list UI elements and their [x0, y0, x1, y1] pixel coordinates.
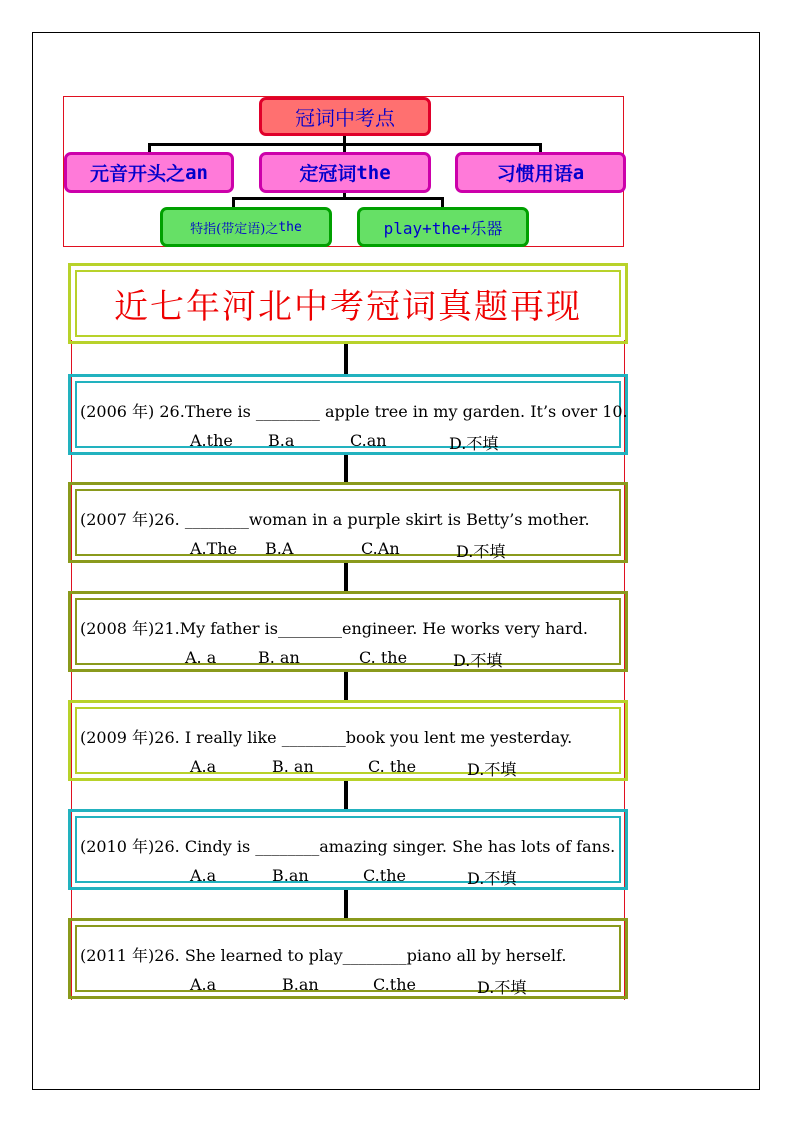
question-inner — [75, 489, 621, 561]
question-stem: (2006 年) 26.There is ________ apple tree in my garden. It’s over 10. — [80, 402, 628, 421]
option-c: C. the — [359, 648, 408, 667]
diagram-node-play-the — [357, 207, 529, 247]
option-a: A.the — [190, 431, 233, 450]
question-inner — [75, 598, 621, 670]
question-inner — [75, 707, 621, 779]
option-b: B. an — [258, 648, 300, 667]
option-c: C.the — [373, 975, 416, 994]
node-label-latin: an — [185, 161, 208, 184]
node-label-latin: the — [356, 161, 391, 184]
option-c: C.An — [361, 539, 400, 558]
option-d: D.不填 — [453, 651, 503, 670]
option-b: B.an — [282, 975, 319, 994]
option-c: C.the — [363, 866, 406, 885]
option-d: D.不填 — [456, 542, 506, 561]
box-connector — [344, 454, 348, 482]
option-a: A. a — [185, 648, 217, 667]
question-box-2010 — [68, 809, 628, 890]
node-label: 习惯用语 — [496, 163, 573, 185]
question-stem: (2008 年)21.My father is________engineer. He works very hard. — [80, 619, 588, 638]
question-stem: (2009 年)26. I really like ________book you lent me yesterday. — [80, 728, 573, 747]
question-inner — [75, 925, 621, 997]
section-title: 近七年河北中考冠词真题再现 — [75, 270, 621, 337]
option-a: A.a — [190, 975, 217, 994]
section-title-box — [68, 263, 628, 344]
option-b: B.an — [272, 866, 309, 885]
question-box-2006 — [68, 374, 628, 455]
node-label-latin: the — [278, 219, 302, 235]
option-d: D.不填 — [449, 434, 499, 453]
option-c: C.an — [350, 431, 387, 450]
option-d: D.不填 — [477, 978, 527, 997]
option-a: A.a — [190, 866, 217, 885]
question-stem: (2010 年)26. Cindy is ________amazing singer. She has lots of fans. — [80, 837, 616, 856]
option-d: D.不填 — [467, 760, 517, 779]
article-concept-diagram — [63, 96, 624, 247]
node-label-latin: a — [572, 161, 585, 184]
diagram-node-a — [455, 152, 626, 193]
question-box-2008 — [68, 591, 628, 672]
option-b: B.A — [265, 539, 294, 558]
node-label-latin: play+the+乐器 — [383, 218, 503, 238]
box-connector — [344, 672, 348, 700]
question-box-2009 — [68, 700, 628, 781]
question-inner — [75, 816, 621, 888]
diagram-node-specific-the — [160, 207, 332, 247]
box-connector — [344, 563, 348, 591]
option-a: A.a — [190, 757, 217, 776]
diagram-connector — [232, 197, 444, 200]
option-b: B. an — [272, 757, 314, 776]
diagram-node-the — [259, 152, 431, 193]
box-connector — [344, 344, 348, 374]
diagram-root-node — [259, 97, 431, 136]
diagram-node-an — [64, 152, 234, 193]
question-box-2007 — [68, 482, 628, 563]
option-d: D.不填 — [467, 869, 517, 888]
option-c: C. the — [368, 757, 417, 776]
node-label: 特指(带定语)之 — [190, 221, 279, 237]
option-a: A.The — [190, 539, 238, 558]
node-label: 元音开头之 — [90, 163, 186, 185]
question-box-2011 — [68, 918, 628, 999]
node-label: 定冠词 — [299, 163, 357, 185]
box-connector — [344, 781, 348, 809]
box-connector — [344, 890, 348, 918]
question-stem: (2007 年)26. ________woman in a purple skirt is Betty’s mother. — [80, 510, 590, 529]
root-label: 冠词中考点 — [295, 106, 395, 130]
question-inner — [75, 381, 628, 453]
question-stem: (2011 年)26. She learned to play________piano all by herself. — [80, 946, 567, 965]
option-b: B.a — [268, 431, 295, 450]
